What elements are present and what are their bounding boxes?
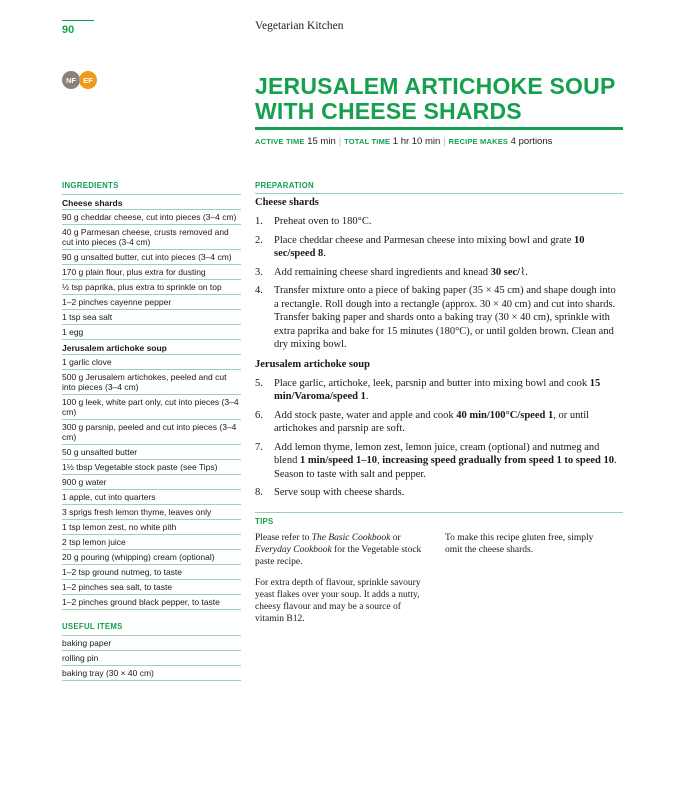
meta-separator: | — [338, 136, 342, 146]
diet-badges — [62, 71, 97, 89]
recipe-makes-label: RECIPE MAKES — [448, 137, 509, 146]
ingredients-column — [62, 181, 241, 681]
ingredient-item: 90 g unsalted butter, cut into pieces (3–4 cm) — [62, 250, 241, 265]
step-text: Place garlic, artichoke, leek, parsnip and butter into mixing bowl and cook 15 min/Varoma/speed 1. — [274, 377, 601, 402]
egg-free-badge-icon: EF — [79, 71, 97, 89]
ingredient-item: 1–2 pinches sea salt, to taste — [62, 580, 241, 595]
tips-rule — [255, 512, 623, 513]
active-time-label: ACTIVE TIME — [255, 137, 305, 146]
cheese-shards-heading: Cheese shards — [62, 195, 241, 210]
ingredient-item: 1½ tbsp Vegetable stock paste (see Tips) — [62, 460, 241, 475]
ingredient-item: 1–2 pinches ground black pepper, to taste — [62, 595, 241, 610]
cheese-ingredient-list — [62, 210, 241, 340]
ingredient-item: 90 g cheddar cheese, cut into pieces (3–4 cm) — [62, 210, 241, 225]
ingredient-item: 1 egg — [62, 325, 241, 340]
step-text: Transfer mixture onto a piece of baking paper (35 × 45 cm) and shape dough into a rectangle. Roll dough into a rectangle (approx. 30 × 40 cm) and cut into shards. Transfer baking paper and shards onto a baking tray (30 × 40 cm), sprinkle with extra paprika and bake for 15 minutes (180°C), or until golden brown. Clean and dry mixing bowl. — [274, 285, 616, 350]
step-number: 4. — [255, 285, 263, 296]
preparation-heading: PREPARATION — [255, 181, 623, 194]
step-text: Serve soup with cheese shards. — [274, 487, 405, 498]
step-text: Add stock paste, water and apple and cook 40 min/100°C/speed 1, or until artichokes and parsnip are soft. — [274, 409, 590, 434]
total-time-value: 1 hr 10 min — [392, 136, 441, 147]
ingredient-item: 500 g Jerusalem artichokes, peeled and cut into pieces (3–4 cm) — [62, 370, 241, 395]
ingredient-item: 1 tsp lemon zest, no white pith — [62, 520, 241, 535]
active-time-value: 15 min — [307, 136, 336, 147]
soup-steps — [255, 377, 623, 500]
ingredient-item: baking paper — [62, 636, 241, 651]
tips-column-1 — [255, 532, 431, 633]
running-head: Vegetarian Kitchen — [255, 20, 344, 32]
tips-heading: TIPS — [255, 517, 274, 526]
page-number: 90 — [62, 24, 75, 36]
ingredient-item: rolling pin — [62, 651, 241, 666]
prep-step — [255, 284, 623, 352]
preparation-column — [255, 181, 623, 500]
soup-heading: Jerusalem artichoke soup — [62, 340, 241, 355]
prep-step — [255, 215, 623, 229]
prep-step — [255, 266, 623, 280]
prep-step — [255, 486, 623, 500]
tips-column-2 — [445, 532, 605, 564]
prep-soup-heading: Jerusalem artichoke soup — [255, 358, 370, 370]
ingredient-item: 1 tsp sea salt — [62, 310, 241, 325]
prep-step — [255, 377, 623, 404]
step-number: 3. — [255, 266, 263, 278]
step-number: 6. — [255, 409, 263, 421]
ingredient-item: 50 g unsalted butter — [62, 445, 241, 460]
step-text: Place cheddar cheese and Parmesan cheese into mixing bowl and grate 10 sec/speed 8. — [274, 234, 585, 259]
prep-step — [255, 441, 623, 482]
ingredient-item: 300 g parsnip, peeled and cut into pieces (3–4 cm) — [62, 420, 241, 445]
ingredient-item: 900 g water — [62, 475, 241, 490]
soup-ingredient-list — [62, 355, 241, 610]
ingredients-heading: INGREDIENTS — [62, 181, 241, 195]
ingredient-item: 2 tsp lemon juice — [62, 535, 241, 550]
ingredient-item: 20 g pouring (whipping) cream (optional) — [62, 550, 241, 565]
ingredient-item: 40 g Parmesan cheese, crusts removed and cut into pieces (3-4 cm) — [62, 225, 241, 250]
useful-items-list — [62, 636, 241, 681]
tip-gluten-free: To make this recipe gluten free, simply omit the cheese shards. — [445, 533, 594, 556]
recipe-makes-value: 4 portions — [510, 136, 553, 147]
ingredient-item: 100 g leek, white part only, cut into pieces (3–4 cm) — [62, 395, 241, 420]
ingredient-item: 1–2 tsp ground nutmeg, to taste — [62, 565, 241, 580]
ingredient-item: 1 garlic clove — [62, 355, 241, 370]
title-rule — [255, 127, 623, 130]
total-time-label: TOTAL TIME — [344, 137, 391, 146]
step-number: 8. — [255, 487, 263, 498]
step-text: Add remaining cheese shard ingredients and knead 30 sec/⌇. — [274, 266, 528, 278]
tip-stock-paste: Please refer to The Basic Cookbook or Everyday Cookbook for the Vegetable stock paste recipe. — [255, 533, 422, 568]
ingredient-item: 170 g plain flour, plus extra for dusting — [62, 265, 241, 280]
cheese-steps — [255, 215, 623, 352]
prep-step — [255, 409, 623, 436]
nut-free-badge-icon: NF — [62, 71, 80, 89]
step-number: 2. — [255, 234, 263, 246]
ingredient-item: ½ tsp paprika, plus extra to sprinkle on top — [62, 280, 241, 295]
meta-separator: | — [443, 136, 446, 146]
step-text: Preheat oven to 180°C. — [274, 216, 372, 227]
useful-items-heading: USEFUL ITEMS — [62, 622, 241, 636]
prep-step — [255, 234, 623, 261]
recipe-title — [255, 74, 655, 124]
recipe-title-line-2: WITH CHEESE SHARDS — [255, 98, 522, 124]
ingredient-item: 3 sprigs fresh lemon thyme, leaves only — [62, 505, 241, 520]
step-number: 5. — [255, 377, 263, 389]
ingredient-item: baking tray (30 × 40 cm) — [62, 666, 241, 681]
step-number: 7. — [255, 441, 263, 453]
step-text: Add lemon thyme, lemon zest, lemon juice, cream (optional) and nutmeg and blend 1 min/speed 1–10, increasing speed gradually from speed 1 to speed 10. Season to taste with salt and pepper. — [274, 441, 617, 480]
tip-yeast-flakes: For extra depth of flavour, sprinkle savoury yeast flakes over your soup. It adds a nutty, cheesy flavour and may be a source of vitamin B12. — [255, 577, 421, 625]
ingredient-item: 1–2 pinches cayenne pepper — [62, 295, 241, 310]
prep-cheese-heading: Cheese shards — [255, 197, 319, 208]
recipe-title-line-1: JERUSALEM ARTICHOKE SOUP — [255, 73, 616, 99]
page-number-rule — [62, 20, 94, 21]
recipe-meta — [255, 136, 552, 147]
step-number: 1. — [255, 216, 263, 227]
ingredient-item: 1 apple, cut into quarters — [62, 490, 241, 505]
